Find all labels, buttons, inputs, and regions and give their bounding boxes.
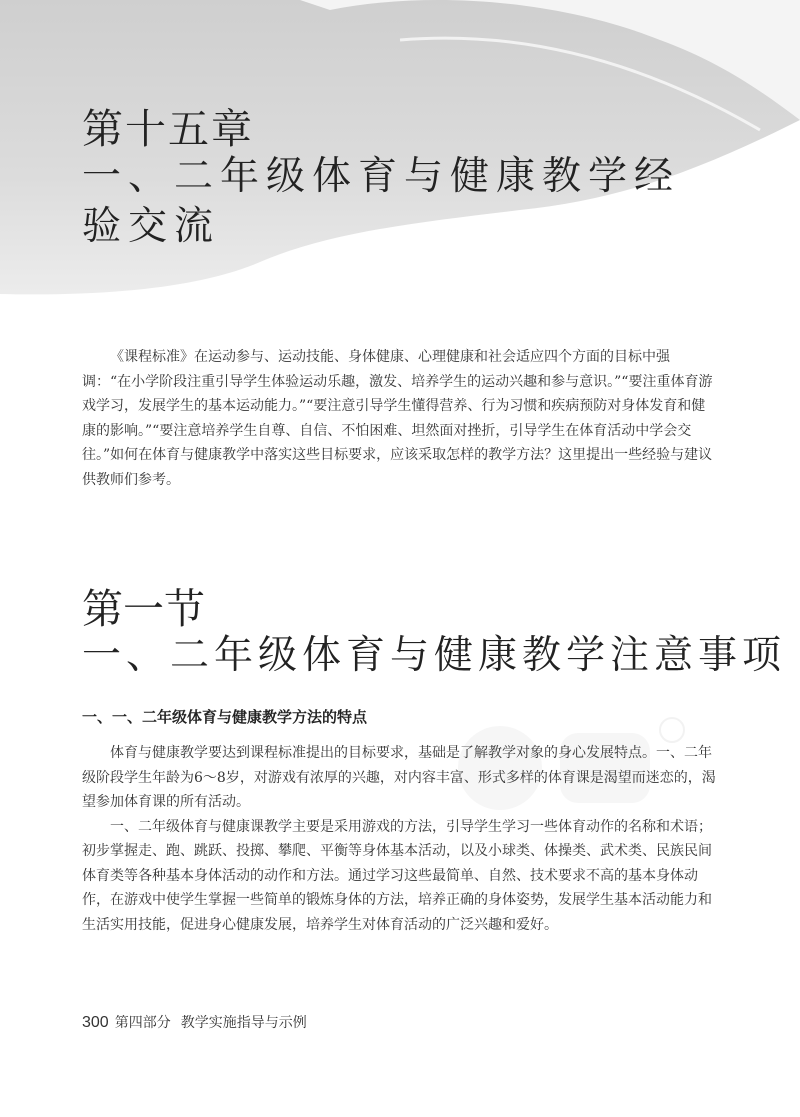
chapter-title: 一、二年级体育与健康教学经验交流 (82, 154, 681, 249)
chapter-number: 第十五章 (82, 105, 254, 153)
section-number: 第一节 (82, 585, 205, 633)
body-paragraph: 体育与健康教学要达到课程标准提出的目标要求，基础是了解教学对象的身心发展特点。一、二年级阶段学生年龄为6～8岁，对游戏有浓厚的兴趣，对内容丰富、形式多样的体育课是渴望而迷恋的，渴望参加体育课的所有活动。 (82, 745, 716, 810)
chapter-intro-paragraph: 《课程标准》在运动参与、运动技能、身体健康、心理健康和社会适应四个方面的目标中强调：“在小学阶段注重引导学生体验运动乐趣，激发、培养学生的运动兴趣和参与意识。”“要注重体育游戏学习，发展学生的基本运动能力。”“要注意引导学生懂得营养、行为习惯和疾病预防对身体发育和健康的影响。”“要注意培养学生自尊、自信、不怕困难、坦然面对挫折，引导学生在体育活动中学会交往。”如何在体育与健康教学中落实这些目标要求，应该采取怎样的教学方法？这里提出一些经验与建议供教师们参考。 (82, 349, 713, 488)
section-title: 一、二年级体育与健康教学注意事项 (82, 633, 787, 678)
footer-part-title: 教学实施指导与示例 (180, 1015, 307, 1031)
subsection-heading: 一、一、二年级体育与健康教学方法的特点 (82, 708, 368, 726)
section-body (82, 741, 718, 937)
body-paragraph: 一、二年级体育与健康课教学主要是采用游戏的方法，引导学生学习一些体育动作的名称和术语；初步掌握走、跑、跳跃、投掷、攀爬、平衡等身体基本活动，以及小球类、体操类、武术类、民族民间体育类等各种基本身体活动的动作和方法。通过学习这些最简单、自然、技术要求不高的基本身体动作，在游戏中使学生掌握一些简单的锻炼身体的方法，培养正确的身体姿势，发展学生基本活动能力和生活实用技能，促进身心健康发展，培养学生对体育活动的广泛兴趣和爱好。 (82, 818, 712, 933)
page-number: 300 (82, 1014, 109, 1031)
footer-part: 第四部分 (114, 1015, 171, 1031)
page-footer (82, 1012, 307, 1032)
